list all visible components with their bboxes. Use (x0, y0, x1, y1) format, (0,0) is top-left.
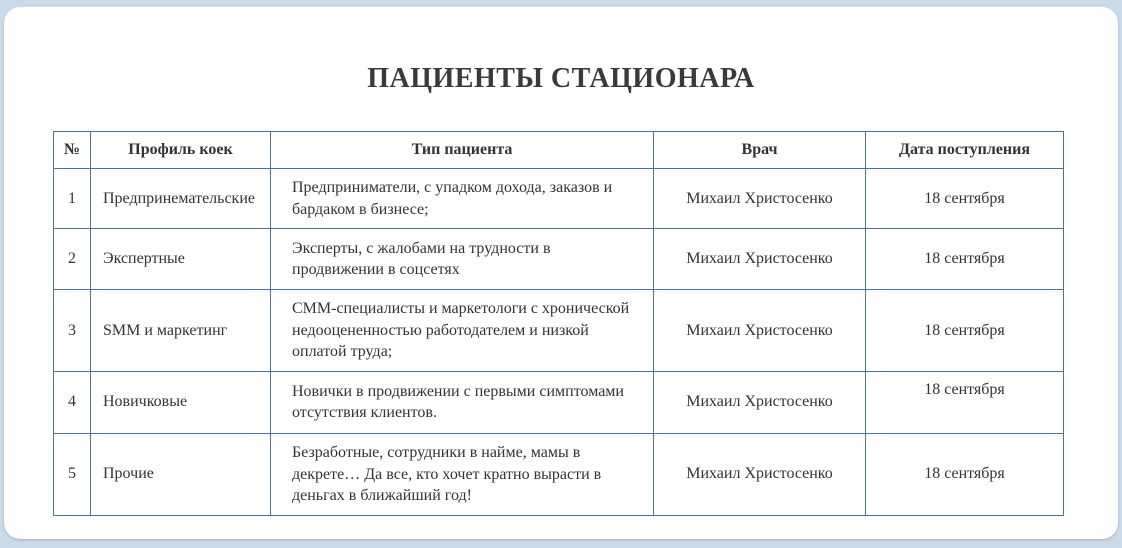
cell-doctor: Михаил Христосенко (654, 433, 866, 515)
cell-bed-profile: Экспертные (91, 229, 271, 290)
cell-patient-type: Безработные, сотрудники в найме, мамы в декрете… Да все, кто хочет кратно вырасти в деньгах в ближайший год! (271, 433, 654, 515)
cell-admission-date: 18 сентября (866, 169, 1064, 229)
table-row (54, 169, 1064, 229)
patients-table (53, 131, 1064, 516)
cell-bed-profile: Прочие (91, 433, 271, 515)
header-patient-type: Тип пациента (271, 132, 654, 169)
table-row (54, 371, 1064, 433)
cell-bed-profile: Новичковые (91, 371, 271, 433)
cell-admission-date: 18 сентября (866, 229, 1064, 290)
cell-number: 4 (54, 371, 91, 433)
cell-patient-type: СММ-специалисты и маркетологи с хронической недооцененностью работодателем и низкой оплатой труда; (271, 290, 654, 372)
cell-admission-date: 18 сентября (866, 371, 1064, 433)
header-doctor: Врач (654, 132, 866, 169)
header-admission-date: Дата поступления (866, 132, 1064, 169)
cell-doctor: Михаил Христосенко (654, 290, 866, 372)
document-page-card (4, 7, 1118, 539)
cell-bed-profile: Предпринемательские (91, 169, 271, 229)
cell-patient-type: Предприниматели, с упадком дохода, заказов и бардаком в бизнесе; (271, 169, 654, 229)
cell-doctor: Михаил Христосенко (654, 169, 866, 229)
cell-patient-type: Новички в продвижении с первыми симптомами отсутствия клиентов. (271, 371, 654, 433)
page-title: ПАЦИЕНТЫ СТАЦИОНАРА (367, 63, 755, 94)
cell-number: 5 (54, 433, 91, 515)
cell-admission-date: 18 сентября (866, 433, 1064, 515)
table-header-row (54, 132, 1064, 169)
cell-doctor: Михаил Христосенко (654, 229, 866, 290)
cell-bed-profile: SMM и маркетинг (91, 290, 271, 372)
header-number: № (54, 132, 91, 169)
table-row (54, 433, 1064, 515)
cell-admission-date: 18 сентября (866, 290, 1064, 372)
cell-number: 1 (54, 169, 91, 229)
cell-patient-type: Эксперты, с жалобами на трудности в продвижении в соцсетях (271, 229, 654, 290)
table-header (54, 132, 1064, 169)
table-body (54, 169, 1064, 516)
cell-number: 2 (54, 229, 91, 290)
table-row (54, 229, 1064, 290)
header-bed-profile: Профиль коек (91, 132, 271, 169)
cell-doctor: Михаил Христосенко (654, 371, 866, 433)
table-row (54, 290, 1064, 372)
cell-number: 3 (54, 290, 91, 372)
